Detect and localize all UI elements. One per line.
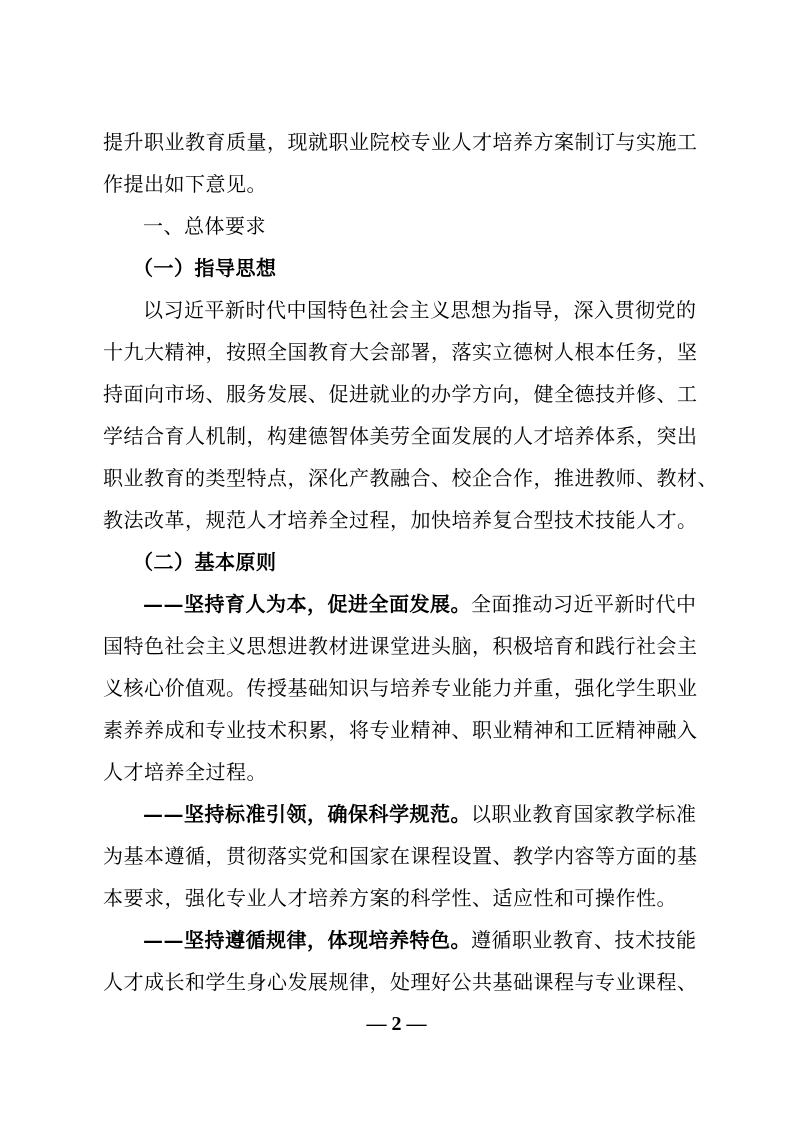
paragraph-line — [143, 800, 697, 828]
paragraph-line: 教法改革，规范人才培养全过程，加快培养复合型技术技能人才。 — [103, 508, 698, 532]
principle-text: 以职业教育国家教学标准 — [471, 802, 697, 826]
section-heading: 一、总体要求 — [143, 214, 266, 238]
paragraph-line: 国特色社会主义思想进教材进课堂进头脑，积极培育和践行社会主 — [103, 634, 698, 658]
paragraph-line: 为基本遵循，贯彻落实党和国家在课程设置、教学内容等方面的基 — [103, 844, 698, 868]
paragraph-line: 提升职业教育质量，现就职业院校专业人才培养方案制订与实施工 — [103, 130, 698, 154]
paragraph-line: 作提出如下意见。 — [103, 172, 267, 196]
principle-title: ——坚持遵循规律，体现培养特色。 — [143, 928, 471, 952]
paragraph-line: 人才培养全过程。 — [103, 760, 267, 784]
subsection-heading: （二）基本原则 — [133, 550, 277, 574]
paragraph-line: 学结合育人机制，构建德智体美劳全面发展的人才培养体系，突出 — [103, 424, 698, 448]
paragraph-line — [143, 926, 697, 954]
paragraph-line: 素养养成和专业技术积累，将专业精神、职业精神和工匠精神融入 — [103, 718, 698, 742]
paragraph-line: 以习近平新时代中国特色社会主义思想为指导，深入贯彻党的 — [143, 298, 697, 322]
paragraph-line — [143, 590, 697, 618]
paragraph-line: 人才成长和学生身心发展规律，处理好公共基础课程与专业课程、 — [103, 970, 698, 994]
principle-text: 遵循职业教育、技术技能 — [471, 928, 697, 952]
paragraph-line: 十九大精神，按照全国教育大会部署，落实立德树人根本任务，坚 — [103, 340, 698, 364]
paragraph-line: 持面向市场、服务发展、促进就业的办学方向，健全德技并修、工 — [103, 382, 698, 406]
subsection-heading: （一）指导思想 — [133, 256, 277, 280]
paragraph-line: 职业教育的类型特点，深化产教融合、校企合作，推进教师、教材、 — [103, 466, 718, 490]
page-number: — 2 — — [366, 1013, 427, 1035]
principle-text: 全面推动习近平新时代中 — [471, 592, 697, 616]
paragraph-line: 本要求，强化专业人才培养方案的科学性、适应性和可操作性。 — [103, 886, 677, 910]
principle-title: ——坚持标准引领，确保科学规范。 — [143, 802, 471, 826]
paragraph-line: 义核心价值观。传授基础知识与培养专业能力并重，强化学生职业 — [103, 676, 698, 700]
principle-title: ——坚持育人为本，促进全面发展。 — [143, 592, 471, 616]
